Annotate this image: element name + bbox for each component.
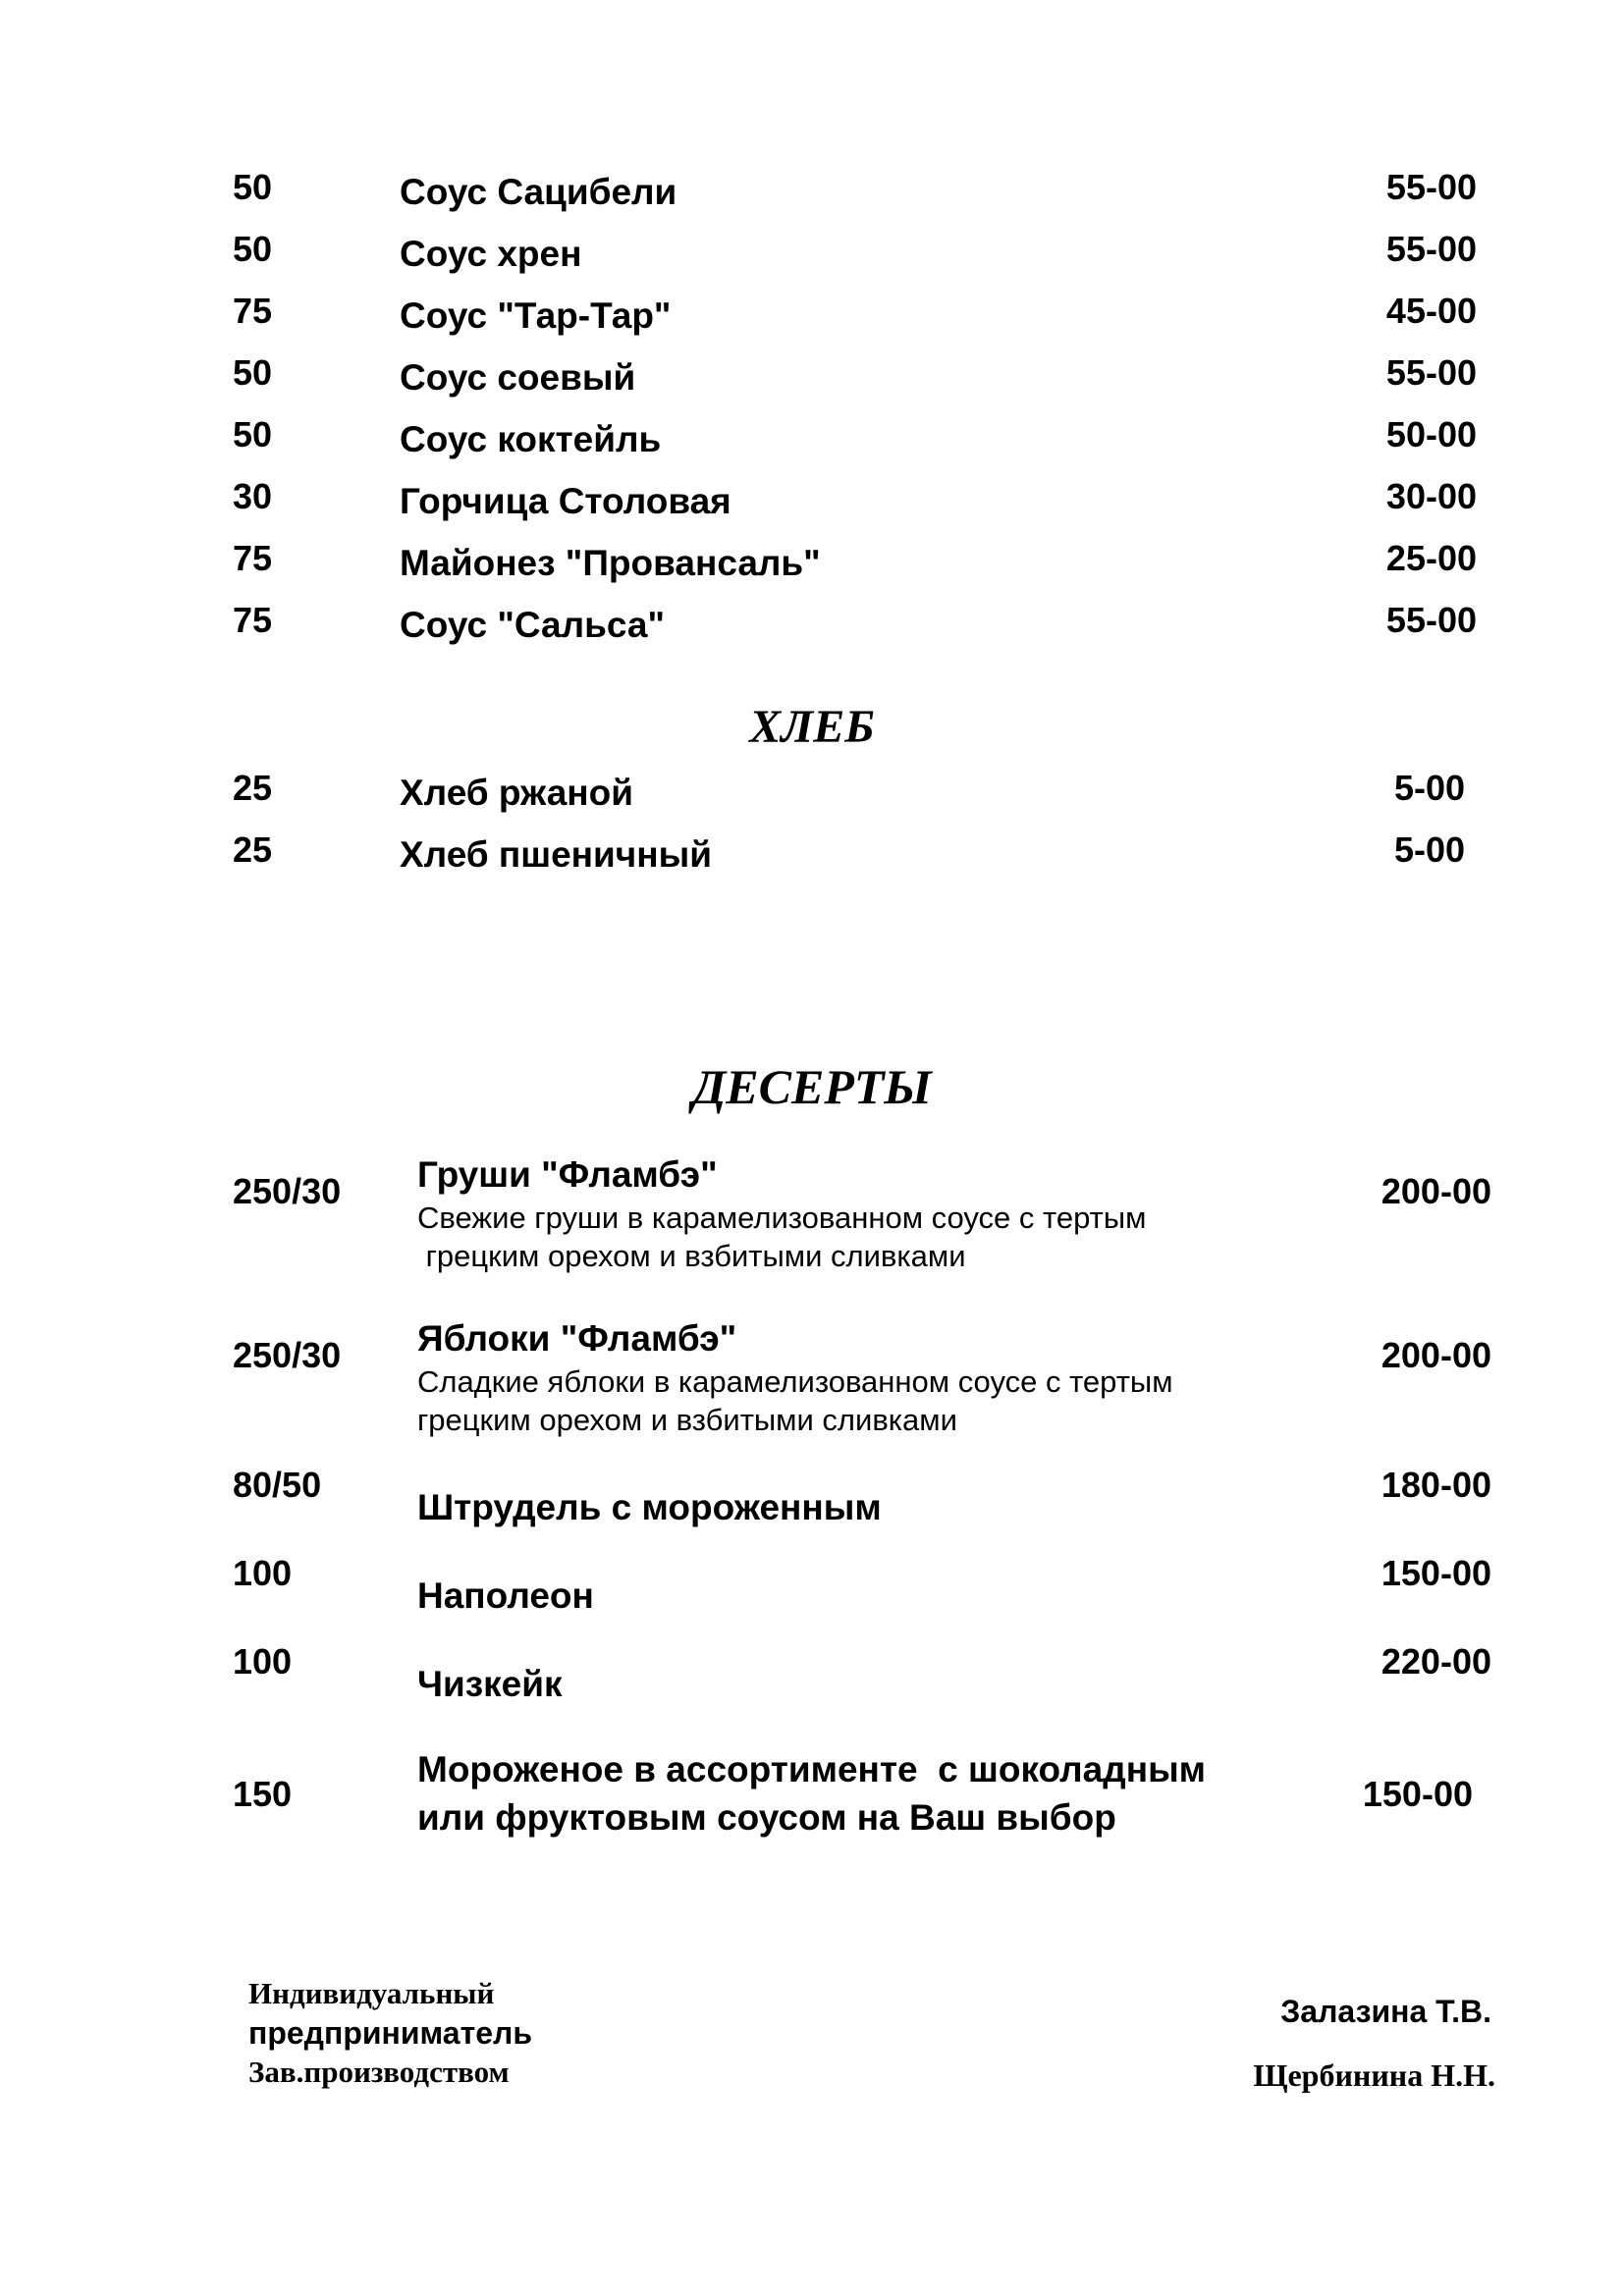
menu-item: [0, 1749, 1624, 1847]
menu-item: [0, 1154, 1624, 1282]
menu-item: [0, 1554, 1624, 1623]
footer-left-line3: Зав.производством: [248, 2055, 510, 2089]
footer-right-line1: Залазина Т.В.: [1280, 1994, 1491, 2029]
item-name: Мороженое в ассортименте с шоколадным: [417, 1749, 1207, 1789]
item-name: Штрудель с мороженным: [417, 1487, 882, 1527]
menu-item: [0, 539, 1624, 598]
item-weight: 25: [233, 829, 273, 870]
item-price: 55-00: [1385, 600, 1477, 640]
menu-item: [0, 292, 1624, 350]
item-price: 50-00: [1385, 414, 1477, 454]
item-price: 150-00: [1362, 1774, 1473, 1814]
item-weight: 100: [233, 1553, 293, 1593]
item-name: Груши "Фламбэ": [417, 1154, 718, 1195]
item-weight: 50: [233, 414, 273, 454]
menu-item: [0, 168, 1624, 227]
menu-item: [0, 769, 1624, 828]
item-weight: 30: [233, 476, 273, 516]
item-price: 55-00: [1385, 352, 1477, 393]
menu-item: [0, 1642, 1624, 1711]
item-description: грецким орехом и взбитыми сливками: [417, 1239, 966, 1273]
footer-left-line1: Индивидуальный: [248, 1976, 495, 2010]
item-name: Соус "Тар-Тар": [400, 295, 672, 336]
item-weight: 80/50: [233, 1465, 322, 1505]
item-weight: 25: [233, 768, 273, 808]
item-weight: 100: [233, 1641, 293, 1682]
item-weight: 150: [233, 1774, 293, 1814]
item-weight: 75: [233, 291, 273, 331]
item-name: Наполеон: [417, 1575, 594, 1616]
item-name: Хлеб ржаной: [400, 773, 633, 813]
menu-item: [0, 1466, 1624, 1534]
menu-item: [0, 415, 1624, 474]
item-price: 45-00: [1385, 291, 1477, 331]
item-description: грецким орехом и взбитыми сливками: [417, 1403, 957, 1437]
item-weight: 250/30: [233, 1335, 342, 1375]
footer-left-line2: предприниматель: [248, 2015, 533, 2051]
item-weight: 75: [233, 600, 273, 640]
menu-item: [0, 601, 1624, 660]
item-price: 200-00: [1380, 1171, 1491, 1211]
footer-right-line2: Щербинина Н.Н.: [1253, 2057, 1495, 2093]
item-name: Соус хрен: [400, 234, 582, 274]
item-price: 25-00: [1385, 538, 1477, 578]
item-name: Майонез "Провансаль": [400, 543, 821, 583]
item-description: Сладкие яблоки в карамелизованном соусе с тертым: [417, 1364, 1173, 1399]
item-price: 5-00: [1393, 768, 1465, 808]
item-price: 220-00: [1380, 1641, 1491, 1682]
section-title-bread: ХЛЕБ: [749, 701, 875, 753]
item-weight: 50: [233, 352, 273, 393]
item-price: 180-00: [1380, 1465, 1491, 1505]
item-name: Соус "Сальса": [400, 605, 666, 645]
item-name: Хлеб пшеничный: [400, 834, 712, 875]
item-name: Яблоки "Фламбэ": [417, 1318, 737, 1359]
item-price: 55-00: [1385, 167, 1477, 207]
item-name: Соус Сацибели: [400, 172, 677, 212]
item-name: Чизкейк: [417, 1664, 563, 1704]
item-price: 5-00: [1393, 829, 1465, 870]
menu-item: [0, 353, 1624, 412]
section-title-desserts: ДЕСЕРТЫ: [692, 1059, 932, 1114]
item-description: Свежие груши в карамелизованном соусе с тертым: [417, 1201, 1147, 1235]
item-weight: 75: [233, 538, 273, 578]
item-price: 200-00: [1380, 1335, 1491, 1375]
item-name: Соус соевый: [400, 357, 636, 398]
menu-item: [0, 477, 1624, 536]
item-price: 55-00: [1385, 229, 1477, 269]
item-weight: 50: [233, 167, 273, 207]
item-weight: 50: [233, 229, 273, 269]
item-price: 150-00: [1380, 1553, 1491, 1593]
item-name: Соус коктейль: [400, 419, 662, 459]
item-name: или фруктовым соусом на Ваш выбор: [417, 1797, 1116, 1838]
menu-item: [0, 1318, 1624, 1446]
menu-item: [0, 230, 1624, 289]
item-price: 30-00: [1385, 476, 1477, 516]
item-name: Горчица Столовая: [400, 481, 731, 521]
menu-item: [0, 830, 1624, 889]
item-weight: 250/30: [233, 1171, 342, 1211]
